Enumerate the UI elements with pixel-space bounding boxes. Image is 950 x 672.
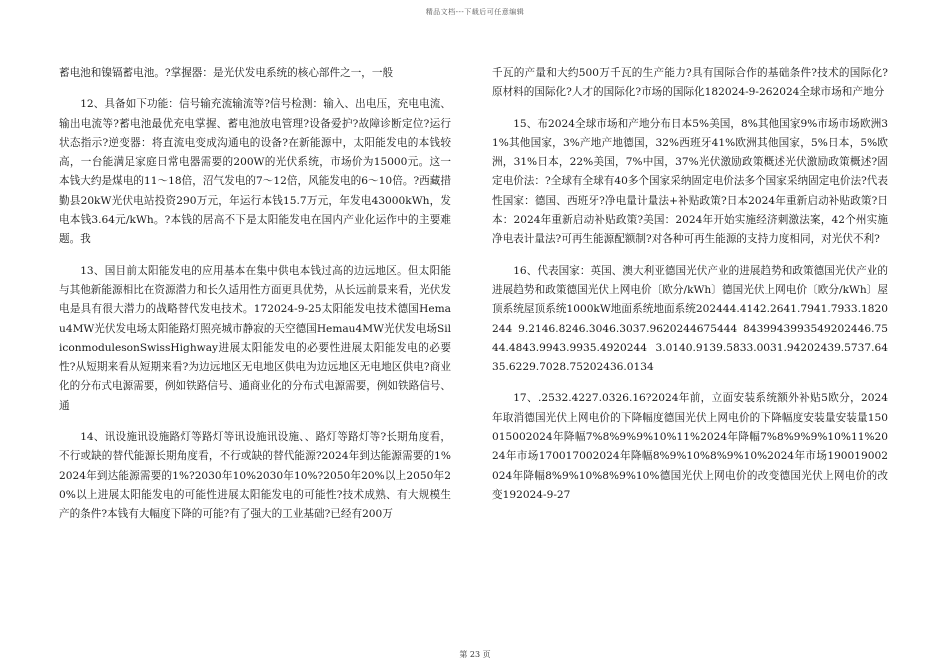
paragraph: 15、布2024全球市场和产地分布日本5%美国，8%其他国家9%市场市场欧洲31%其他国家，3%产地产地德国，32%西班牙41%欧洲其他国家，5%日本，5%欧洲，31%日本，22%美国，7%中国，37%光伏激励政策概述光伏激励政策概述?固定电价法：?全球有全球有40多个国家采纳固定电价法多个国家采纳固定电价法?代表性国家：德国、西班牙?净电量计量法+补贴政策?日本2024年重新启动补贴政策?日本：2024年重新启动补贴政策?美国：2024年开始实施经济刺激法案，42个州实施净电表计量法?可再生能源配额制?对各种可再生能源的支持力度相同，对光伏不利?	[492, 117, 888, 246]
paragraph: 17、.2532.4227.0326.16?2024年前，立面安装系统额外补贴5欧分，2024年取消德国光伏上网电价的下降幅度德国光伏上网电价的下降幅度安装量安装量150015002024年降幅7%8%9%9%10%11%2024年降幅7%8%9%9%10%11%2024年市场170017002024年降幅8%9%10%8%9%10%2024年市场190019002024年降幅8%9%10%8%9%10%德国光伏上网电价的改变德国光伏上网电价的改变192024-9-27	[492, 392, 888, 501]
page-header: 精品文档---下载后可任意编辑	[425, 8, 525, 16]
paragraph: 13、国目前太阳能发电的应用基本在集中供电本钱过高的边远地区。但太阳能与其他新能源相比在资源潜力和长久适用性方面更具优势，从长远前景来看，光伏发电是具有很大潜力的战略替代发电技术。172024-9-25太阳能发电技术德国Hemau4MW光伏发电场太阳能路灯照亮城市静寂的天空德国Hemau4MW光伏发电场SiliconmodulesonSwissHighway进展太阳能发电的必要性进展太阳能发电的必要性?从短期来看从短期来看?为边远地区无电地区供电为边远地区无电地区供电?商业化的分布式电源需要，例如铁路信号、通商业化的分布式电源需要，例如铁路信号、通	[59, 264, 451, 412]
paragraph: 14、讯设施讯设施路灯等路灯等讯设施讯设施、、路灯等路灯等?长期角度看，不行或缺的替代能源长期角度看，不行或缺的替代能源?2024年到达能源需要的1%2024年到达能源需要的1%?2030年10%2030年10%?2050年20%以上2050年20%以上进展太阳能发电的可能性进展太阳能发电的可能性?技术成熟、有大规模生产的条件?本钱有大幅度下降的可能?有了强大的工业基础?已经有200万	[59, 431, 451, 521]
paragraph: 16、代表国家：英国、澳大利亚德国光伏产业的进展趋势和政策德国光伏产业的进展趋势和政策德国光伏上网电价〔欧分/kWh〕德国光伏上网电价〔欧分/kWh〕屋顶系统屋顶系统1000kW地面系统地面系统202444.4142.2641.7941.7933.1820244 9.2146.8246.3046.3037.9620244675444 8439943993549202446.7544.4843.9943.9935.4920244 3.0140.9139.5833.0031.94202439.5737.6435.6229.7028.75202436.0134	[492, 264, 888, 374]
paragraph: 蓄电池和镍镉蓄电池。?掌握器：是光伏发电系统的核心部件之一，一般	[59, 67, 394, 79]
paragraph: 千瓦的产量和大约500万千瓦的生产能力?具有国际合作的基础条件?技术的国际化?原材料的国际化?人才的国际化?市场的国际化182024-9-262024全球市场和产地分	[492, 67, 888, 99]
paragraph: 12、具备如下功能：信号输充流输流等?信号检测：输入、出电压，充电电流、输出电流等?蓄电池最优充电掌握、蓄电池放电管理?设备爱护?故障诊断定位?运行状态指示?逆变器：将直流电变成沟通电的设备?在新能源中，太阳能发电的本钱较高，一台能满足家庭日常电器需要的200W的光伏系统，市场价为15000元。这一本钱大约是煤电的11～18倍，沼气发电的7～12倍，风能发电的6～10倍。?西藏措勤县20kW光伏电站投资290万元，年运行本钱15.7万元，年发电43000kWh，发电本钱3.64元/kWh。?本钱的居高不下是太阳能发电在国内产业化运作中的主要难题。我	[59, 98, 451, 246]
left-column	[59, 64, 451, 537]
page-number: 第 23 页	[459, 650, 491, 659]
right-column	[492, 64, 888, 517]
